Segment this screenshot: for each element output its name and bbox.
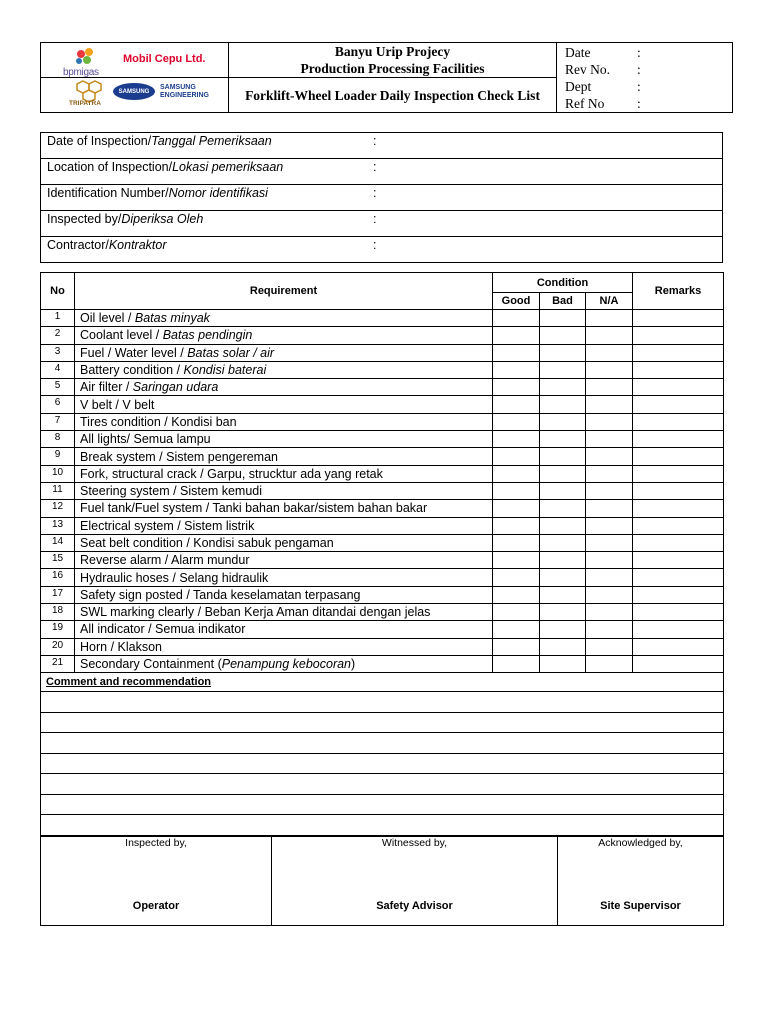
- condition-bad-cell[interactable]: [540, 431, 586, 448]
- signature-site-supervisor[interactable]: Acknowledged by, Site Supervisor: [558, 837, 724, 926]
- condition-na-cell[interactable]: [586, 586, 633, 603]
- condition-bad-cell[interactable]: [540, 604, 586, 621]
- condition-na-cell[interactable]: [586, 517, 633, 534]
- col-good-header: Good: [493, 293, 540, 310]
- comment-line[interactable]: [41, 774, 724, 795]
- checklist-row: [41, 379, 724, 396]
- condition-bad-cell[interactable]: [540, 396, 586, 413]
- condition-na-cell[interactable]: [586, 379, 633, 396]
- inspection-info: [40, 132, 723, 263]
- item-number: 4: [41, 361, 75, 378]
- condition-good-cell[interactable]: [493, 310, 540, 327]
- checklist-row: [41, 552, 724, 569]
- signature-operator[interactable]: Inspected by, Operator: [41, 837, 272, 926]
- remarks-cell[interactable]: [633, 310, 724, 327]
- condition-na-cell[interactable]: [586, 500, 633, 517]
- col-bad-header: Bad: [540, 293, 586, 310]
- comment-line[interactable]: [41, 815, 724, 836]
- condition-bad-cell[interactable]: [540, 621, 586, 638]
- comment-line[interactable]: [41, 733, 724, 754]
- item-requirement: Air filter / Saringan udara: [75, 379, 493, 396]
- condition-bad-cell[interactable]: [540, 448, 586, 465]
- item-number: 1: [41, 310, 75, 327]
- company-name: Mobil Cepu Ltd.: [123, 53, 206, 65]
- item-number: 8: [41, 431, 75, 448]
- condition-good-cell[interactable]: [493, 586, 540, 603]
- item-requirement: Electrical system / Sistem listrik: [75, 517, 493, 534]
- condition-na-cell[interactable]: [586, 361, 633, 378]
- item-number: 5: [41, 379, 75, 396]
- checklist-row: [41, 448, 724, 465]
- condition-na-cell[interactable]: [586, 482, 633, 499]
- condition-na-cell[interactable]: [586, 413, 633, 430]
- item-number: 3: [41, 344, 75, 361]
- item-number: 11: [41, 482, 75, 499]
- project-title-cell: [229, 43, 557, 78]
- condition-bad-cell[interactable]: [540, 534, 586, 551]
- condition-bad-cell[interactable]: [540, 569, 586, 586]
- info-row[interactable]: Location of Inspection/Lokasi pemeriksaan :: [41, 159, 723, 185]
- item-requirement: Coolant level / Batas pendingin: [75, 327, 493, 344]
- checklist-row: [41, 500, 724, 517]
- condition-good-cell[interactable]: [493, 638, 540, 655]
- document-meta: [557, 43, 733, 113]
- document-title: Forklift-Wheel Loader Daily Inspection Check List: [229, 78, 557, 113]
- item-requirement: Reverse alarm / Alarm mundur: [75, 552, 493, 569]
- item-requirement: SWL marking clearly / Beban Kerja Aman ditandai dengan jelas: [75, 604, 493, 621]
- remarks-cell[interactable]: [633, 482, 724, 499]
- checklist-row: [41, 361, 724, 378]
- remarks-cell[interactable]: [633, 500, 724, 517]
- condition-bad-cell[interactable]: [540, 586, 586, 603]
- condition-na-cell[interactable]: [586, 655, 633, 672]
- condition-bad-cell[interactable]: [540, 327, 586, 344]
- remarks-cell[interactable]: [633, 431, 724, 448]
- tripatra-wordmark: TRIPATRA: [69, 100, 101, 107]
- condition-good-cell[interactable]: [493, 534, 540, 551]
- condition-good-cell[interactable]: [493, 500, 540, 517]
- meta-dept: Dept :: [565, 79, 641, 94]
- condition-good-cell[interactable]: [493, 465, 540, 482]
- condition-na-cell[interactable]: [586, 396, 633, 413]
- remarks-cell[interactable]: [633, 379, 724, 396]
- info-row[interactable]: Contractor/Kontraktor :: [41, 237, 723, 263]
- checklist-row: [41, 413, 724, 430]
- checklist-row: [41, 482, 724, 499]
- item-requirement: Break system / Sistem pengereman: [75, 448, 493, 465]
- condition-na-cell[interactable]: [586, 638, 633, 655]
- logo-cell-bottom: [41, 78, 229, 113]
- checklist-row: [41, 431, 724, 448]
- item-number: 13: [41, 517, 75, 534]
- condition-good-cell[interactable]: [493, 621, 540, 638]
- item-number: 19: [41, 621, 75, 638]
- condition-bad-cell[interactable]: [540, 517, 586, 534]
- item-requirement: V belt / V belt: [75, 396, 493, 413]
- remarks-cell[interactable]: [633, 396, 724, 413]
- signature-block: [40, 836, 724, 926]
- item-requirement: Secondary Containment (Penampung kebocoran): [75, 655, 493, 672]
- condition-bad-cell[interactable]: [540, 361, 586, 378]
- checklist-row: [41, 327, 724, 344]
- item-requirement: Battery condition / Kondisi baterai: [75, 361, 493, 378]
- signature-safety-advisor[interactable]: Witnessed by, Safety Advisor: [272, 837, 558, 926]
- samsung-engineering-wordmark: SAMSUNG ENGINEERING: [160, 84, 210, 99]
- condition-bad-cell[interactable]: [540, 655, 586, 672]
- remarks-cell[interactable]: [633, 361, 724, 378]
- item-requirement: Fork, structural crack / Garpu, strucktur ada yang retak: [75, 465, 493, 482]
- comment-line[interactable]: [41, 692, 724, 713]
- comment-line[interactable]: [41, 794, 724, 815]
- item-requirement: Horn / Klakson: [75, 638, 493, 655]
- info-row[interactable]: Date of Inspection/Tanggal Pemeriksaan :: [41, 133, 723, 159]
- checklist-row: [41, 534, 724, 551]
- remarks-cell[interactable]: [633, 517, 724, 534]
- document-header: [40, 42, 733, 113]
- remarks-cell[interactable]: [633, 586, 724, 603]
- bpmigas-wordmark: bpmigas: [63, 67, 99, 78]
- remarks-cell[interactable]: [633, 655, 724, 672]
- item-number: 6: [41, 396, 75, 413]
- meta-ref: Ref No :: [565, 96, 641, 111]
- remarks-cell[interactable]: [633, 344, 724, 361]
- condition-good-cell[interactable]: [493, 569, 540, 586]
- condition-good-cell[interactable]: [493, 413, 540, 430]
- col-no-header: No: [41, 273, 75, 310]
- comment-line[interactable]: [41, 753, 724, 774]
- condition-good-cell[interactable]: [493, 431, 540, 448]
- condition-bad-cell[interactable]: [540, 379, 586, 396]
- condition-bad-cell[interactable]: [540, 482, 586, 499]
- checklist-row: [41, 655, 724, 672]
- condition-good-cell[interactable]: [493, 482, 540, 499]
- item-number: 16: [41, 569, 75, 586]
- item-requirement: Oil level / Batas minyak: [75, 310, 493, 327]
- remarks-cell[interactable]: [633, 569, 724, 586]
- info-row[interactable]: Inspected by/Diperiksa Oleh :: [41, 211, 723, 237]
- condition-na-cell[interactable]: [586, 465, 633, 482]
- inspection-checklist: [40, 272, 724, 836]
- col-condition-header: Condition: [493, 273, 633, 293]
- condition-good-cell[interactable]: [493, 396, 540, 413]
- checklist-row: [41, 517, 724, 534]
- item-requirement: Safety sign posted / Tanda keselamatan terpasang: [75, 586, 493, 603]
- item-number: 20: [41, 638, 75, 655]
- condition-bad-cell[interactable]: [540, 638, 586, 655]
- item-number: 9: [41, 448, 75, 465]
- condition-na-cell[interactable]: [586, 310, 633, 327]
- remarks-cell[interactable]: [633, 604, 724, 621]
- project-name: Banyu Urip Projecy: [334, 44, 451, 59]
- condition-na-cell[interactable]: [586, 327, 633, 344]
- condition-good-cell[interactable]: [493, 604, 540, 621]
- item-number: 18: [41, 604, 75, 621]
- item-requirement: Fuel tank/Fuel system / Tanki bahan bakar/sistem bahan bakar: [75, 500, 493, 517]
- remarks-cell[interactable]: [633, 534, 724, 551]
- condition-good-cell[interactable]: [493, 552, 540, 569]
- checklist-row: [41, 586, 724, 603]
- condition-na-cell[interactable]: [586, 431, 633, 448]
- facility-name: Production Processing Facilities: [300, 61, 485, 76]
- condition-na-cell[interactable]: [586, 604, 633, 621]
- item-requirement: Hydraulic hoses / Selang hidraulik: [75, 569, 493, 586]
- samsung-logo-icon: SAMSUNG: [113, 83, 155, 100]
- logo-cell-top: [41, 43, 229, 78]
- col-requirement-header: Requirement: [75, 273, 493, 310]
- remarks-cell[interactable]: [633, 413, 724, 430]
- info-row[interactable]: Identification Number/Nomor identifikasi :: [41, 185, 723, 211]
- checklist-row: [41, 396, 724, 413]
- item-number: 14: [41, 534, 75, 551]
- condition-good-cell[interactable]: [493, 655, 540, 672]
- item-requirement: All indicator / Semua indikator: [75, 621, 493, 638]
- item-number: 10: [41, 465, 75, 482]
- item-number: 17: [41, 586, 75, 603]
- condition-good-cell[interactable]: [493, 327, 540, 344]
- item-requirement: Fuel / Water level / Batas solar / air: [75, 344, 493, 361]
- checklist-row: [41, 310, 724, 327]
- col-na-header: N/A: [586, 293, 633, 310]
- condition-na-cell[interactable]: [586, 534, 633, 551]
- remarks-cell[interactable]: [633, 327, 724, 344]
- condition-na-cell[interactable]: [586, 448, 633, 465]
- meta-rev: Rev No. :: [565, 62, 641, 77]
- condition-na-cell[interactable]: [586, 621, 633, 638]
- condition-good-cell[interactable]: [493, 344, 540, 361]
- condition-good-cell[interactable]: [493, 379, 540, 396]
- condition-bad-cell[interactable]: [540, 552, 586, 569]
- col-remarks-header: Remarks: [633, 273, 724, 310]
- condition-good-cell[interactable]: [493, 448, 540, 465]
- remarks-cell[interactable]: [633, 465, 724, 482]
- checklist-row: [41, 344, 724, 361]
- item-number: 12: [41, 500, 75, 517]
- checklist-row: [41, 638, 724, 655]
- condition-na-cell[interactable]: [586, 569, 633, 586]
- item-number: 7: [41, 413, 75, 430]
- checklist-row: [41, 569, 724, 586]
- comment-line[interactable]: [41, 712, 724, 733]
- remarks-cell[interactable]: [633, 552, 724, 569]
- remarks-cell[interactable]: [633, 638, 724, 655]
- item-number: 15: [41, 552, 75, 569]
- checklist-row: [41, 604, 724, 621]
- item-requirement: All lights/ Semua lampu: [75, 431, 493, 448]
- remarks-cell[interactable]: [633, 621, 724, 638]
- checklist-row: [41, 621, 724, 638]
- item-number: 21: [41, 655, 75, 672]
- condition-bad-cell[interactable]: [540, 310, 586, 327]
- item-requirement: Steering system / Sistem kemudi: [75, 482, 493, 499]
- remarks-cell[interactable]: [633, 448, 724, 465]
- condition-bad-cell[interactable]: [540, 465, 586, 482]
- comment-title: Comment and recommendation: [41, 673, 724, 692]
- meta-date: Date :: [565, 45, 641, 60]
- condition-na-cell[interactable]: [586, 344, 633, 361]
- condition-good-cell[interactable]: [493, 517, 540, 534]
- condition-good-cell[interactable]: [493, 361, 540, 378]
- item-number: 2: [41, 327, 75, 344]
- condition-na-cell[interactable]: [586, 552, 633, 569]
- checklist-row: [41, 465, 724, 482]
- condition-bad-cell[interactable]: [540, 413, 586, 430]
- item-requirement: Tires condition / Kondisi ban: [75, 413, 493, 430]
- condition-bad-cell[interactable]: [540, 500, 586, 517]
- condition-bad-cell[interactable]: [540, 344, 586, 361]
- item-requirement: Seat belt condition / Kondisi sabuk pengaman: [75, 534, 493, 551]
